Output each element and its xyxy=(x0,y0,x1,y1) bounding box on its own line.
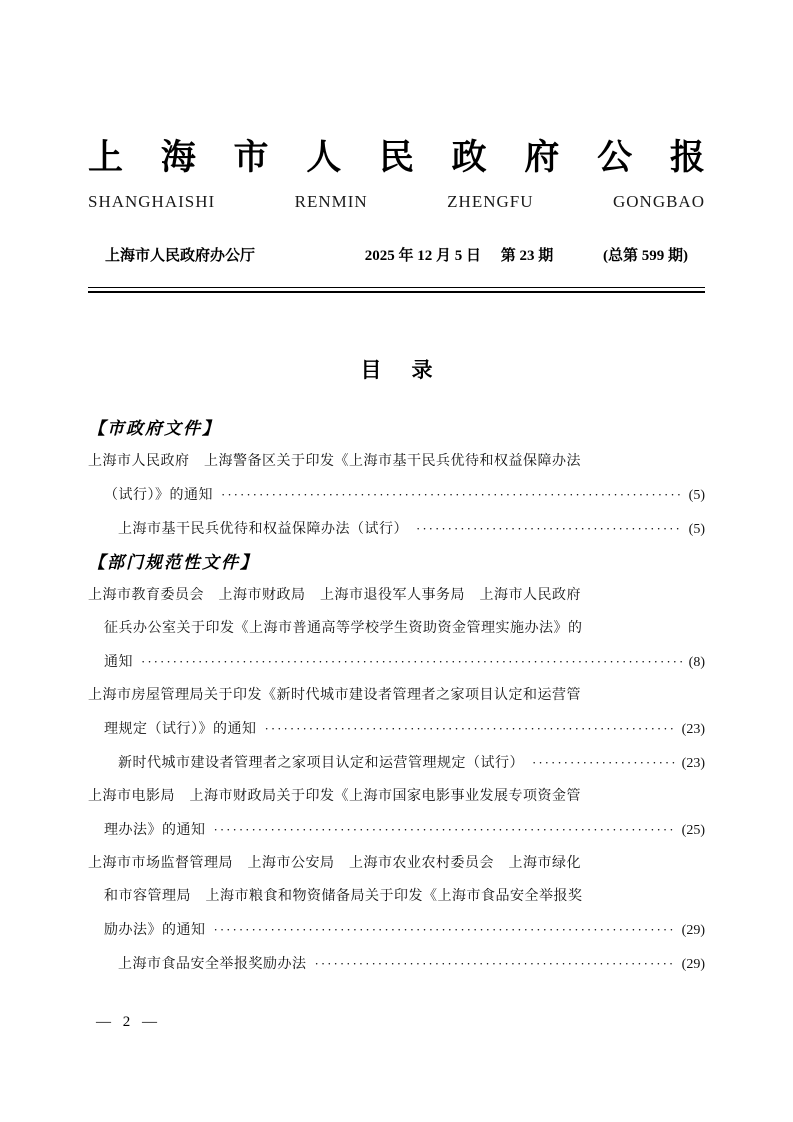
toc-entry-line xyxy=(88,679,705,712)
toc-entry-line xyxy=(88,813,705,847)
toc-title xyxy=(88,356,705,384)
section-header-municipal-documents: 【市政府文件】 xyxy=(88,419,221,438)
pinyin-word-shanghaishi: SHANGHAISHI xyxy=(88,192,216,211)
toc-entry-line xyxy=(88,880,705,913)
toc-page-number: (5) xyxy=(688,488,705,503)
toc-page-number: (8) xyxy=(688,655,705,670)
dot-leader xyxy=(532,746,676,779)
toc-entry-line xyxy=(88,579,705,612)
toc-entry-line xyxy=(88,947,705,981)
toc-entry-line xyxy=(88,913,705,947)
dot-leader xyxy=(221,478,683,511)
masthead-title: 上 海 市 人 民 政 府 公 报 xyxy=(88,138,705,177)
toc-entry-line xyxy=(88,746,705,780)
toc-entry-text: 理规定（试行）》的通知 xyxy=(104,722,257,737)
toc-entry-text: 上海市电影局 上海市财政局关于印发《上海市国家电影事业发展专项资金管 xyxy=(88,789,581,804)
dot-leader xyxy=(141,645,683,678)
toc-entry-text: 理办法》的通知 xyxy=(104,823,206,838)
pinyin-word-gongbao: GONGBAO xyxy=(612,192,705,211)
masthead-pinyin xyxy=(88,191,705,213)
issue-number: 第 23 期 xyxy=(500,248,554,264)
issuer-label: 上海市人民政府办公厅 xyxy=(105,248,256,264)
toc-entry-line xyxy=(88,645,705,679)
toc-entry-text: 上海市房屋管理局关于印发《新时代城市建设者管理者之家项目认定和运营管 xyxy=(88,688,581,703)
toc-entry-text: 上海市教育委员会 上海市财政局 上海市退役军人事务局 上海市人民政府 xyxy=(88,588,581,603)
toc-entry-line xyxy=(88,612,705,645)
pinyin-word-zhengfu: ZHENGFU xyxy=(447,192,534,211)
toc-entry-line xyxy=(88,847,705,880)
toc-page-number: (29) xyxy=(681,957,705,972)
dot-leader xyxy=(214,813,676,846)
header-double-rule xyxy=(88,287,705,293)
dot-leader xyxy=(265,712,676,745)
toc-entry-text: 上海市基干民兵优待和权益保障办法（试行） xyxy=(118,522,408,537)
section-header-departmental-documents: 【部门规范性文件】 xyxy=(88,553,259,572)
toc-page-number: (5) xyxy=(688,522,705,537)
toc-entry-text: （试行）》的通知 xyxy=(104,488,213,503)
toc-entry-text: 上海市人民政府 上海警备区关于印发《上海市基干民兵优待和权益保障办法 xyxy=(88,454,581,469)
toc-entry-text: 征兵办公室关于印发《上海市普通高等学校学生资助资金管理实施办法》的 xyxy=(104,621,583,636)
toc-entry-line xyxy=(88,512,705,546)
toc-page-number: (25) xyxy=(681,823,705,838)
toc-title-char-lu: 录 xyxy=(411,358,433,382)
toc-entry-line xyxy=(88,780,705,813)
toc-entry-line xyxy=(88,478,705,512)
issue-date: 2025 年 12 月 5 日 xyxy=(364,248,481,264)
toc-entry-text: 励办法》的通知 xyxy=(104,923,206,938)
dot-leader xyxy=(214,913,676,946)
toc-page-number: (23) xyxy=(681,722,705,737)
toc-entry-text: 上海市食品安全举报奖励办法 xyxy=(118,957,307,972)
toc-entry-text: 通知 xyxy=(104,655,133,670)
page-number-footer: — 2 — xyxy=(96,1014,157,1030)
toc-entry-text: 上海市市场监督管理局 上海市公安局 上海市农业农村委员会 上海市绿化 xyxy=(88,856,581,871)
toc-entry-text: 新时代城市建设者管理者之家项目认定和运营管理规定（试行） xyxy=(118,756,524,771)
issue-date-group xyxy=(365,244,554,268)
toc-entry-line xyxy=(88,712,705,746)
toc-title-char-mu: 目 xyxy=(360,358,382,382)
pinyin-word-renmin: RENMIN xyxy=(294,192,368,211)
dot-leader xyxy=(416,512,683,545)
issue-info-bar xyxy=(88,244,705,268)
toc-entry-line xyxy=(88,445,705,478)
toc-page-number: (23) xyxy=(681,756,705,771)
toc-list xyxy=(88,412,705,981)
total-issue-number: (总第 599 期) xyxy=(602,248,688,264)
dot-leader xyxy=(315,947,676,980)
toc-page-number: (29) xyxy=(681,923,705,938)
toc-entry-text: 和市容管理局 上海市粮食和物资储备局关于印发《上海市食品安全举报奖 xyxy=(104,889,583,904)
